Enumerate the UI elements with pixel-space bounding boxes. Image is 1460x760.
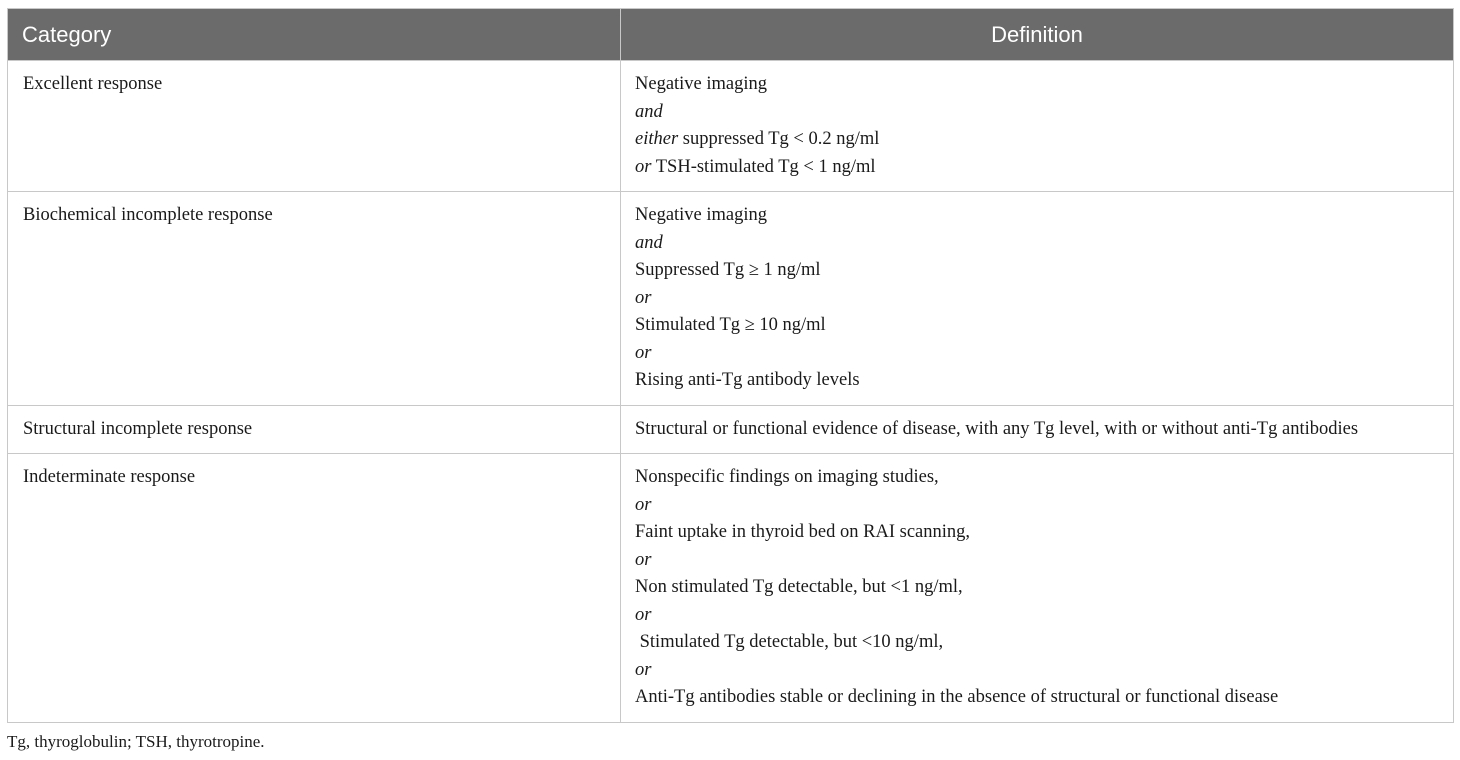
definition-text: Rising anti-Tg antibody levels bbox=[635, 370, 860, 390]
table-footnote: Tg, thyroglobulin; TSH, thyrotropine. bbox=[7, 732, 265, 751]
definition-italic-connector: or bbox=[635, 604, 652, 625]
definition-text: Negative imaging bbox=[635, 74, 768, 94]
definition-line bbox=[635, 629, 1447, 657]
definition-line bbox=[635, 340, 1447, 368]
table-row bbox=[8, 405, 1454, 454]
category-cell: Structural incomplete response bbox=[8, 405, 621, 454]
definition-italic-connector: or bbox=[635, 342, 652, 363]
definition-text: Nonspecific findings on imaging studies, bbox=[635, 467, 939, 487]
definition-line bbox=[635, 285, 1447, 313]
definition-italic-connector: or bbox=[635, 287, 652, 308]
table-row bbox=[8, 61, 1454, 192]
definition-line bbox=[635, 657, 1447, 685]
definition-text: Suppressed Tg ≥ 1 ng/ml bbox=[635, 260, 821, 280]
table-row bbox=[8, 454, 1454, 723]
column-header-definition: Definition bbox=[621, 9, 1454, 61]
table-header-row bbox=[8, 9, 1454, 61]
definition-line bbox=[635, 416, 1447, 444]
category-cell: Indeterminate response bbox=[8, 454, 621, 723]
response-table-container bbox=[7, 8, 1453, 723]
category-cell: Biochemical incomplete response bbox=[8, 192, 621, 406]
definition-line bbox=[635, 202, 1447, 230]
table-row bbox=[8, 192, 1454, 406]
definition-italic-connector: or bbox=[635, 659, 652, 680]
definition-line bbox=[635, 126, 1447, 154]
definition-line bbox=[635, 464, 1447, 492]
response-category-table bbox=[7, 8, 1454, 723]
definition-line bbox=[635, 574, 1447, 602]
definition-line bbox=[635, 547, 1447, 575]
definition-line bbox=[635, 492, 1447, 520]
definition-text: Stimulated Tg ≥ 10 ng/ml bbox=[635, 315, 826, 335]
definition-cell bbox=[621, 61, 1454, 192]
definition-line bbox=[635, 602, 1447, 630]
definition-line bbox=[635, 519, 1447, 547]
definition-text: Stimulated Tg detectable, but <10 ng/ml, bbox=[639, 632, 944, 652]
definition-line bbox=[635, 257, 1447, 285]
definition-text: suppressed Tg < 0.2 ng/ml bbox=[678, 129, 880, 149]
definition-line bbox=[635, 312, 1447, 340]
definition-line bbox=[635, 684, 1447, 712]
definition-text: Faint uptake in thyroid bed on RAI scanning, bbox=[635, 522, 971, 542]
definition-text: Anti-Tg antibodies stable or declining in the absence of structural or functional disease bbox=[635, 687, 1279, 707]
definition-italic-connector: or bbox=[635, 494, 652, 515]
definition-italic-connector: either bbox=[635, 129, 679, 149]
definition-line bbox=[635, 230, 1447, 258]
definition-text: Non stimulated Tg detectable, but <1 ng/ml, bbox=[635, 577, 963, 597]
definition-italic-connector: and bbox=[635, 232, 663, 253]
definition-text: Negative imaging bbox=[635, 205, 768, 225]
definition-line bbox=[635, 99, 1447, 127]
definition-text: Structural or functional evidence of disease, with any Tg level, with or without anti-Tg antibodies bbox=[635, 418, 1359, 439]
category-cell: Excellent response bbox=[8, 61, 621, 192]
definition-line bbox=[635, 154, 1447, 182]
definition-cell bbox=[621, 454, 1454, 723]
definition-cell bbox=[621, 192, 1454, 406]
definition-italic-connector: and bbox=[635, 101, 663, 122]
definition-cell bbox=[621, 405, 1454, 454]
definition-line bbox=[635, 367, 1447, 395]
definition-text: TSH-stimulated Tg < 1 ng/ml bbox=[651, 156, 876, 177]
column-header-category: Category bbox=[8, 9, 621, 61]
definition-line bbox=[635, 71, 1447, 99]
definition-italic-connector: or bbox=[635, 156, 652, 177]
definition-italic-connector: or bbox=[635, 549, 652, 570]
